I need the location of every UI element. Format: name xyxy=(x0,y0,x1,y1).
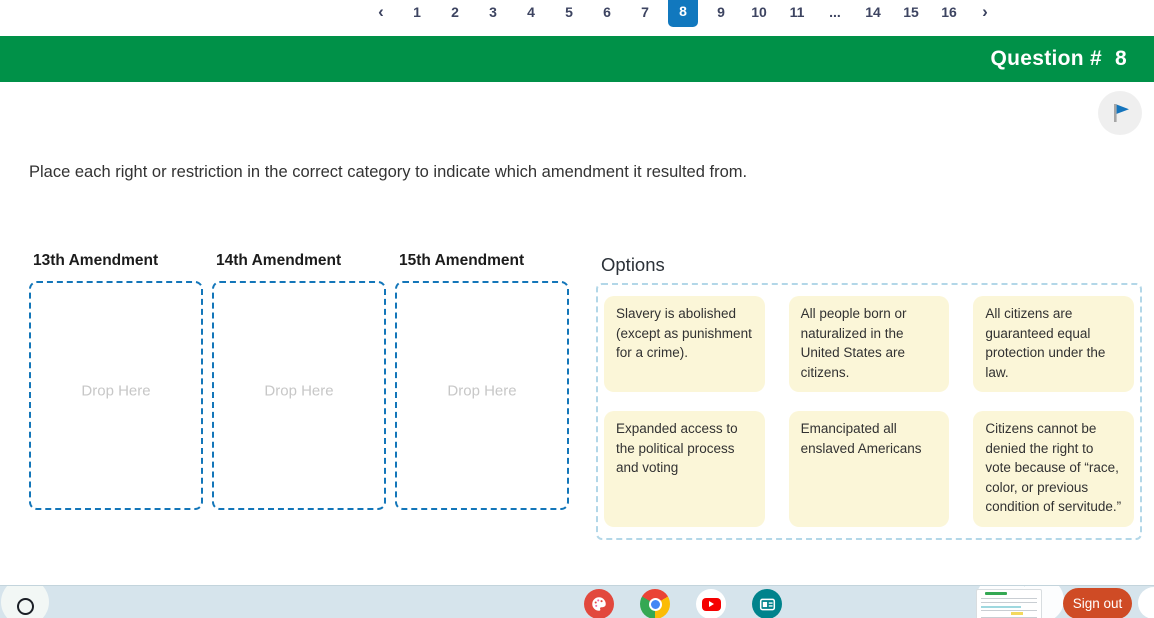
amendment-categories xyxy=(29,252,569,510)
news-card-icon xyxy=(759,596,776,613)
options-title: Options xyxy=(601,254,665,275)
question-prompt: Place each right or restriction in the correct category to indicate which amendment it resulted from. xyxy=(29,163,748,181)
option-card-born-naturalized[interactable]: All people born or naturalized in the United States are citizens. xyxy=(789,296,950,392)
palette-icon xyxy=(590,595,608,613)
question-number: 8 xyxy=(1115,47,1127,70)
news-card-app-button[interactable] xyxy=(752,589,782,618)
palette-app-button[interactable] xyxy=(584,589,614,618)
spreadsheet-window-preview[interactable] xyxy=(968,585,1078,618)
page-button-2[interactable]: 2 xyxy=(440,0,470,24)
category-14th-amendment xyxy=(212,252,386,510)
question-banner xyxy=(0,36,1154,82)
drop-placeholder: Drop Here xyxy=(81,382,151,400)
page-ellipsis: ... xyxy=(820,0,850,24)
sign-out-button[interactable]: Sign out xyxy=(1063,588,1132,618)
flag-icon xyxy=(1109,101,1131,125)
pagination-bar xyxy=(0,0,1154,36)
spreadsheet-thumbnail-icon xyxy=(976,589,1042,618)
page-button-16[interactable]: 16 xyxy=(934,0,964,24)
prev-page-button[interactable]: ‹ xyxy=(368,0,394,24)
drop-placeholder: Drop Here xyxy=(447,382,517,400)
page-button-6[interactable]: 6 xyxy=(592,0,622,24)
next-page-button[interactable]: › xyxy=(972,0,998,24)
options-container xyxy=(596,283,1142,540)
chrome-icon xyxy=(649,598,662,611)
page-button-11[interactable]: 11 xyxy=(782,0,812,24)
option-card-equal-protection[interactable]: All citizens are guaranteed equal protection under the law. xyxy=(973,296,1134,392)
youtube-icon xyxy=(702,598,721,611)
page-button-9[interactable]: 9 xyxy=(706,0,736,24)
option-card-emancipated[interactable]: Emancipated all enslaved Americans xyxy=(789,411,950,527)
page-button-14[interactable]: 14 xyxy=(858,0,888,24)
option-card-right-to-vote[interactable]: Citizens cannot be denied the right to vote because of “race, color, or previous condition of servitude.” xyxy=(973,411,1134,527)
category-15th-amendment xyxy=(395,252,569,510)
page-button-15[interactable]: 15 xyxy=(896,0,926,24)
category-label: 13th Amendment xyxy=(33,252,159,269)
question-label: Question # xyxy=(990,47,1103,70)
category-13th-amendment xyxy=(29,252,203,510)
page-button-3[interactable]: 3 xyxy=(478,0,508,24)
chrome-app-button[interactable] xyxy=(640,589,670,618)
option-card-political-access[interactable]: Expanded access to the political process and voting xyxy=(604,411,765,527)
page-button-10[interactable]: 10 xyxy=(744,0,774,24)
page-button-7[interactable]: 7 xyxy=(630,0,660,24)
youtube-app-button[interactable] xyxy=(696,589,726,618)
taskbar-edge-bubble xyxy=(1138,587,1154,618)
category-label: 15th Amendment xyxy=(399,252,525,269)
drop-placeholder: Drop Here xyxy=(264,382,334,400)
flag-question-button[interactable] xyxy=(1098,91,1142,135)
taskbar-o-button[interactable] xyxy=(1,585,49,618)
page-button-4[interactable]: 4 xyxy=(516,0,546,24)
category-label: 14th Amendment xyxy=(216,252,342,269)
page-button-5[interactable]: 5 xyxy=(554,0,584,24)
circle-o-icon xyxy=(17,598,34,615)
option-card-slavery-abolished[interactable]: Slavery is abolished (except as punishment for a crime). xyxy=(604,296,765,392)
page-button-8-active[interactable]: 8 xyxy=(668,0,698,27)
dropzone-15th-amendment[interactable] xyxy=(395,281,569,510)
taskbar xyxy=(0,585,1154,618)
page-button-1[interactable]: 1 xyxy=(402,0,432,24)
dropzone-14th-amendment[interactable] xyxy=(212,281,386,510)
pagination xyxy=(364,0,1002,27)
dropzone-13th-amendment[interactable] xyxy=(29,281,203,510)
